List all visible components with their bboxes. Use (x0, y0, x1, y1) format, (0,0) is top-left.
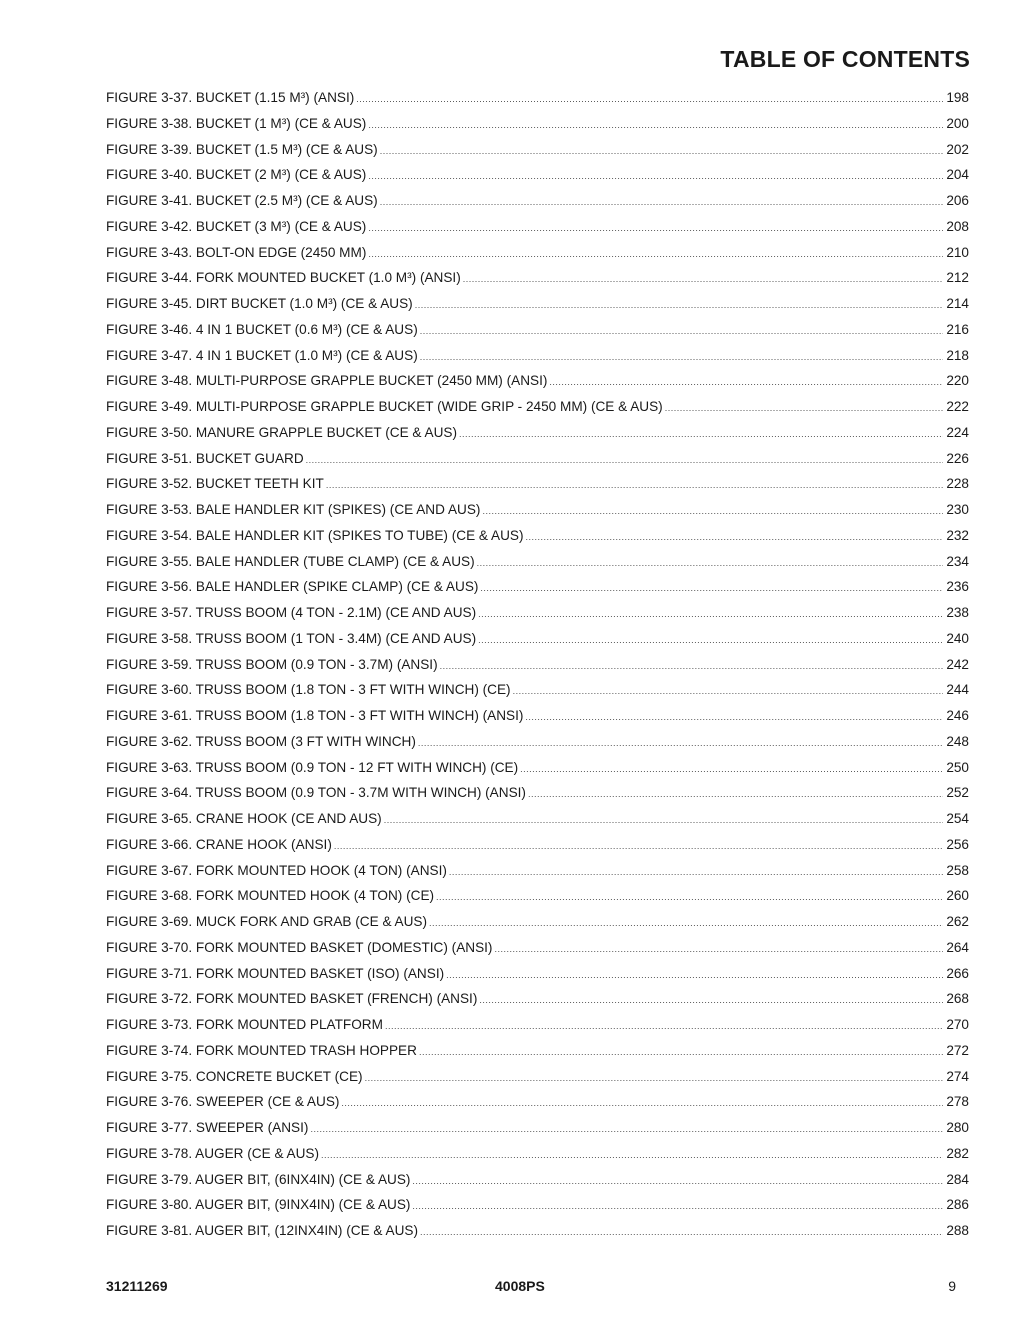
toc-entry[interactable] (106, 142, 969, 168)
toc-entry-page: 260 (946, 888, 969, 904)
toc-dot-leader (412, 1177, 943, 1186)
toc-dot-leader (368, 121, 943, 130)
toc-entry-label: FIGURE 3-53. BALE HANDLER KIT (SPIKES) (CE AND AUS) (106, 502, 481, 517)
toc-dot-leader (321, 1151, 943, 1160)
toc-dot-leader (326, 481, 944, 490)
toc-entry-label: FIGURE 3-46. 4 IN 1 BUCKET (0.6 M³) (CE & AUS) (106, 321, 418, 337)
toc-dot-leader (665, 404, 944, 413)
toc-entry-label: FIGURE 3-74. FORK MOUNTED TRASH HOPPER (106, 1042, 417, 1058)
toc-dot-leader (415, 301, 944, 310)
toc-entry-page: 218 (946, 347, 969, 363)
toc-dot-leader (380, 147, 944, 156)
toc-dot-leader (446, 971, 943, 980)
toc-dot-leader (436, 893, 943, 902)
toc-entry-label: FIGURE 3-38. BUCKET (1 M³) (CE & AUS) (106, 115, 367, 131)
toc-dot-leader (356, 95, 943, 104)
toc-entry-page: 238 (946, 605, 969, 620)
toc-dot-leader (419, 1048, 943, 1057)
toc-entry-page: 264 (946, 939, 969, 955)
footer-page-number: 9 (948, 1278, 956, 1294)
toc-entry-label: FIGURE 3-58. TRUSS BOOM (1 TON - 3.4M) (CE AND AUS) (106, 630, 477, 646)
toc-dot-leader (494, 945, 943, 954)
toc-entry[interactable] (106, 734, 969, 760)
toc-entry-label: FIGURE 3-63. TRUSS BOOM (0.9 TON - 12 FT WITH WINCH) (CE) (106, 759, 519, 775)
toc-entry[interactable] (106, 1069, 969, 1095)
toc-entry-page: 216 (946, 321, 969, 337)
toc-entry[interactable] (106, 863, 969, 889)
toc-dot-leader (380, 198, 944, 207)
toc-entry-label: FIGURE 3-55. BALE HANDLER (TUBE CLAMP) (CE & AUS) (106, 553, 475, 569)
toc-entry-label: FIGURE 3-62. TRUSS BOOM (3 FT WITH WINCH) (106, 733, 416, 749)
toc-entry-page: 236 (946, 579, 969, 595)
toc-entry-label: FIGURE 3-44. FORK MOUNTED BUCKET (1.0 M³) (ANSI) (106, 270, 461, 286)
toc-dot-leader (482, 507, 943, 516)
toc-entry[interactable] (106, 193, 969, 219)
toc-entry[interactable] (106, 167, 969, 193)
toc-dot-leader (365, 1074, 944, 1083)
toc-entry-label: FIGURE 3-69. MUCK FORK AND GRAB (CE & AUS) (106, 914, 428, 929)
toc-entry-label: FIGURE 3-70. FORK MOUNTED BASKET (DOMESTIC) (ANSI) (106, 939, 493, 955)
toc-entry[interactable] (106, 245, 969, 271)
toc-entry[interactable] (106, 966, 969, 992)
toc-entry-page: 240 (946, 630, 969, 646)
toc-dot-leader (420, 353, 944, 362)
toc-entry-label: FIGURE 3-47. 4 IN 1 BUCKET (1.0 M³) (CE & AUS) (106, 347, 418, 363)
toc-entry-label: FIGURE 3-65. CRANE HOOK (CE AND AUS) (106, 811, 382, 826)
toc-entry[interactable] (106, 1223, 969, 1249)
toc-dot-leader (513, 687, 944, 696)
toc-entry-label: FIGURE 3-43. BOLT-ON EDGE (2450 MM) (106, 244, 367, 260)
toc-entry-page: 266 (946, 965, 969, 981)
toc-entry[interactable] (106, 811, 969, 837)
toc-entry-label: FIGURE 3-61. TRUSS BOOM (1.8 TON - 3 FT WITH WINCH) (ANSI) (106, 708, 524, 723)
toc-entry[interactable] (106, 940, 969, 966)
toc-entry-page: 212 (946, 270, 969, 286)
toc-entry[interactable] (106, 888, 969, 914)
toc-entry[interactable] (106, 322, 969, 348)
toc-entry[interactable] (106, 399, 969, 425)
toc-entry-label: FIGURE 3-56. BALE HANDLER (SPIKE CLAMP) (CE & AUS) (106, 579, 479, 595)
toc-entry[interactable] (106, 425, 969, 451)
toc-dot-leader (449, 868, 943, 877)
toc-dot-leader (310, 1125, 943, 1134)
toc-entry[interactable] (106, 631, 969, 657)
toc-entry-page: 230 (946, 502, 969, 517)
toc-entry-label: FIGURE 3-68. FORK MOUNTED HOOK (4 TON) (CE) (106, 888, 435, 904)
toc-entry-page: 200 (946, 115, 969, 131)
toc-dot-leader (306, 456, 944, 465)
toc-entry-page: 220 (946, 373, 969, 389)
toc-entry[interactable] (106, 373, 969, 399)
toc-entry-label: FIGURE 3-60. TRUSS BOOM (1.8 TON - 3 FT WITH WINCH) (CE) (106, 682, 511, 698)
toc-entry[interactable] (106, 90, 969, 116)
toc-entry[interactable] (106, 785, 969, 811)
toc-entry-page: 258 (946, 862, 969, 878)
footer-model: 4008PS (495, 1278, 545, 1294)
toc-entry-page: 268 (946, 991, 969, 1007)
toc-entry-page: 288 (946, 1223, 969, 1238)
toc-entry-label: FIGURE 3-79. AUGER BIT, (6INX4IN) (CE & AUS) (106, 1171, 411, 1187)
toc-entry-page: 256 (946, 836, 969, 852)
toc-entry[interactable] (106, 760, 969, 786)
toc-entry-label: FIGURE 3-50. MANURE GRAPPLE BUCKET (CE & AUS) (106, 424, 458, 440)
toc-entry[interactable] (106, 219, 969, 245)
toc-entry-page: 254 (946, 811, 969, 826)
toc-entry[interactable] (106, 476, 969, 502)
toc-entry-page: 208 (946, 218, 969, 234)
toc-entry-label: FIGURE 3-49. MULTI-PURPOSE GRAPPLE BUCKET (WIDE GRIP - 2450 MM) (CE & AUS) (106, 399, 663, 414)
toc-dot-leader (478, 610, 943, 619)
toc-dot-leader (459, 430, 943, 439)
toc-dot-leader (429, 919, 943, 928)
page-title: TABLE OF CONTENTS (720, 46, 970, 72)
toc-dot-leader (526, 533, 944, 542)
toc-entry-label: FIGURE 3-80. AUGER BIT, (9INX4IN) (CE & AUS) (106, 1197, 411, 1213)
toc-entry-page: 234 (946, 553, 969, 569)
toc-dot-leader (440, 662, 944, 671)
toc-entry-page: 286 (946, 1197, 969, 1213)
toc-entry-label: FIGURE 3-52. BUCKET TEETH KIT (106, 476, 324, 492)
toc-entry[interactable] (106, 116, 969, 142)
toc-entry-page: 274 (946, 1068, 969, 1084)
toc-dot-leader (412, 1202, 943, 1211)
toc-entry-label: FIGURE 3-72. FORK MOUNTED BASKET (FRENCH) (ANSI) (106, 991, 478, 1007)
toc-dot-leader (368, 172, 943, 181)
toc-entry[interactable] (106, 682, 969, 708)
toc-dot-leader (384, 816, 944, 825)
toc-entry-page: 202 (946, 141, 969, 157)
toc-entry-page: 282 (946, 1145, 969, 1161)
toc-entry-label: FIGURE 3-42. BUCKET (3 M³) (CE & AUS) (106, 218, 367, 234)
toc-entry-label: FIGURE 3-77. SWEEPER (ANSI) (106, 1120, 309, 1135)
toc-entry-page: 270 (946, 1017, 969, 1032)
toc-entry-page: 284 (946, 1171, 969, 1187)
toc-dot-leader (368, 250, 943, 259)
toc-entry-label: FIGURE 3-67. FORK MOUNTED HOOK (4 TON) (ANSI) (106, 862, 447, 878)
toc-dot-leader (478, 636, 943, 645)
toc-entry[interactable] (106, 579, 969, 605)
toc-entry-page: 226 (946, 450, 969, 466)
toc-dot-leader (418, 739, 943, 748)
toc-entry-label: FIGURE 3-75. CONCRETE BUCKET (CE) (106, 1068, 363, 1084)
toc-dot-leader (528, 790, 943, 799)
toc-entry-label: FIGURE 3-54. BALE HANDLER KIT (SPIKES TO TUBE) (CE & AUS) (106, 527, 524, 543)
toc-dot-leader (520, 765, 943, 774)
toc-entry-label: FIGURE 3-48. MULTI-PURPOSE GRAPPLE BUCKET (2450 MM) (ANSI) (106, 373, 548, 389)
toc-entry-label: FIGURE 3-51. BUCKET GUARD (106, 450, 304, 466)
toc-entry[interactable] (106, 270, 969, 296)
toc-entry-page: 244 (946, 682, 969, 698)
toc-entry[interactable] (106, 991, 969, 1017)
toc-entry-label: FIGURE 3-45. DIRT BUCKET (1.0 M³) (CE & AUS) (106, 296, 413, 311)
toc-entry-page: 206 (946, 193, 969, 208)
toc-entry-page: 198 (946, 90, 969, 105)
toc-entry[interactable] (106, 554, 969, 580)
toc-entry-label: FIGURE 3-81. AUGER BIT, (12INX4IN) (CE & AUS) (106, 1223, 418, 1238)
toc-entry-label: FIGURE 3-66. CRANE HOOK (ANSI) (106, 836, 332, 852)
toc-entry-page: 242 (946, 656, 969, 672)
toc-entry[interactable] (106, 1120, 969, 1146)
toc-entry-page: 224 (946, 424, 969, 440)
toc-entry-page: 246 (946, 708, 969, 723)
toc-entry-page: 222 (946, 399, 969, 414)
toc-entry-page: 272 (946, 1042, 969, 1058)
toc-entry[interactable] (106, 451, 969, 477)
toc-entry[interactable] (106, 528, 969, 554)
toc-entry-page: 248 (946, 733, 969, 749)
toc-entry[interactable] (106, 657, 969, 683)
toc-entry-label: FIGURE 3-57. TRUSS BOOM (4 TON - 2.1M) (CE AND AUS) (106, 605, 477, 620)
toc-entry-page: 252 (946, 785, 969, 801)
toc-entry-label: FIGURE 3-40. BUCKET (2 M³) (CE & AUS) (106, 167, 367, 183)
toc-dot-leader (480, 584, 943, 593)
toc-dot-leader (368, 224, 943, 233)
toc-entry-page: 232 (946, 527, 969, 543)
toc-entry-label: FIGURE 3-71. FORK MOUNTED BASKET (ISO) (ANSI) (106, 965, 445, 981)
toc-dot-leader (463, 275, 944, 284)
toc-entry-label: FIGURE 3-59. TRUSS BOOM (0.9 TON - 3.7M) (ANSI) (106, 656, 438, 672)
toc-entry-page: 210 (946, 244, 969, 260)
toc-entry-page: 204 (946, 167, 969, 183)
toc-entry-label: FIGURE 3-73. FORK MOUNTED PLATFORM (106, 1017, 383, 1032)
footer-document-number: 31211269 (106, 1278, 168, 1294)
toc-entry-label: FIGURE 3-37. BUCKET (1.15 M³) (ANSI) (106, 90, 355, 105)
toc-entry[interactable] (106, 914, 969, 940)
toc-entry-label: FIGURE 3-39. BUCKET (1.5 M³) (CE & AUS) (106, 141, 378, 157)
toc-entry-page: 214 (946, 296, 969, 311)
toc-entry[interactable] (106, 605, 969, 631)
toc-entry-page: 250 (946, 759, 969, 775)
toc-entry[interactable] (106, 708, 969, 734)
toc-entry[interactable] (106, 1043, 969, 1069)
toc-entry[interactable] (106, 1017, 969, 1043)
toc-entry[interactable] (106, 837, 969, 863)
toc-dot-leader (385, 1022, 943, 1031)
toc-entry[interactable] (106, 1146, 969, 1172)
toc-dot-leader (477, 559, 944, 568)
toc-entry[interactable] (106, 1172, 969, 1198)
toc-entry[interactable] (106, 348, 969, 374)
toc-dot-leader (479, 996, 943, 1005)
toc-entry[interactable] (106, 1094, 969, 1120)
toc-entry-label: FIGURE 3-64. TRUSS BOOM (0.9 TON - 3.7M WITH WINCH) (ANSI) (106, 785, 526, 801)
toc-entry-label: FIGURE 3-41. BUCKET (2.5 M³) (CE & AUS) (106, 193, 378, 208)
toc-dot-leader (420, 327, 944, 336)
toc-dot-leader (334, 842, 943, 851)
toc-entry-page: 280 (946, 1120, 969, 1135)
toc-dot-leader (420, 1228, 943, 1237)
toc-entry[interactable] (106, 296, 969, 322)
toc-entry-label: FIGURE 3-78. AUGER (CE & AUS) (106, 1145, 320, 1161)
toc-entry-page: 278 (946, 1094, 969, 1110)
toc-entry-page: 228 (946, 476, 969, 492)
toc-entry-label: FIGURE 3-76. SWEEPER (CE & AUS) (106, 1094, 340, 1110)
toc-entry[interactable] (106, 1197, 969, 1223)
table-of-contents (106, 90, 969, 1249)
toc-entry-page: 262 (946, 914, 969, 929)
toc-entry[interactable] (106, 502, 969, 528)
toc-dot-leader (525, 713, 943, 722)
toc-dot-leader (341, 1099, 943, 1108)
toc-dot-leader (549, 378, 943, 387)
